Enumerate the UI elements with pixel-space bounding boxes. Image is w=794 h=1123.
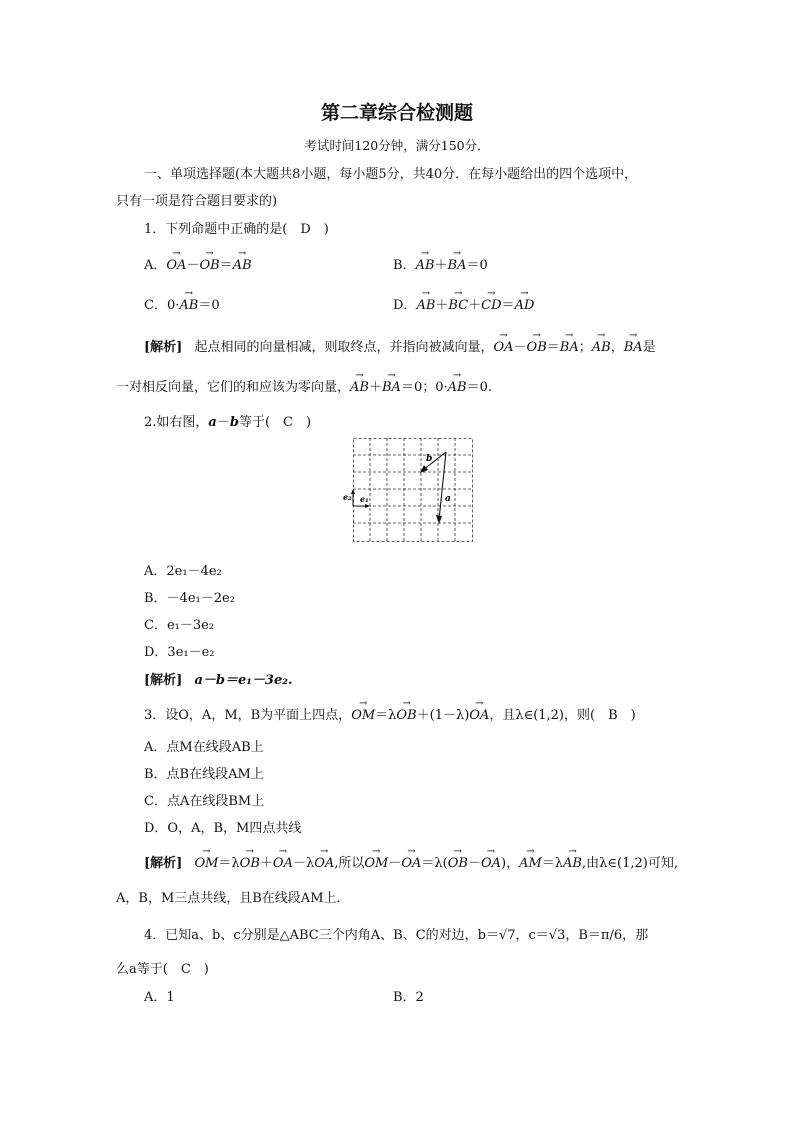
q1-analysis-text: 起点相同的向量相减，则取终点，并指向被减向量， — [194, 340, 494, 355]
q3-option-b: B．点B在线段AM上 — [144, 767, 264, 782]
grid — [353, 438, 473, 542]
analysis-label: [解析] — [144, 673, 183, 688]
label-a: a — [445, 494, 451, 504]
q3-option-d: D．O，A，B，M四点共线 — [144, 821, 302, 836]
q4-stem: 4．已知a、b、c分别是△ABC三个内角A、B、C的对边，b＝√7，c＝√3，B＝π/6，那 — [144, 928, 649, 943]
q3-stem: 3．设O，A，M，B为平面上四点，→ OM＝λ→ OB＋(1－λ)→ OA，且λ∈(1,2)，则( B ) — [144, 704, 636, 723]
q4-option-a: A．1 — [144, 990, 175, 1005]
q1-analysis-line2: 一对相反向量，它们的和应该为零向量，→ AB＋→ BA＝0；0·→ AB＝0. — [116, 376, 492, 395]
label-e1: e₁ — [360, 494, 369, 504]
q2-option-b: B．－4e₁－2e₂ — [144, 591, 235, 606]
q2-stem-prefix: 2.如右图， — [144, 415, 209, 430]
q1-option-c: C．0·→ AB＝0 — [144, 294, 220, 313]
analysis-label: [解析] — [144, 856, 183, 871]
section-heading-line2: 只有一项是符合题目要求的) — [116, 194, 278, 209]
q2-analysis-text: a－b＝e₁－3e₂. — [194, 673, 293, 688]
q3-analysis: [解析] → OM＝λ→ OB＋→ OA－λ→ OA,所以→ OM－→ OA＝λ(→ OB－→ OA)，→ AM＝λ→ AB,由λ∈(1,2)可知, — [144, 852, 678, 871]
q3-option-a: A．点M在线段AB上 — [144, 740, 264, 755]
q3-stem-suffix: ，且λ∈(1,2)，则( B ) — [489, 708, 636, 723]
page-title: 第二章综合检测题 — [320, 102, 473, 124]
q2-stem: 2.如右图，a－b等于( C ) — [144, 415, 312, 430]
vector-e2-arrowhead — [351, 489, 355, 494]
analysis-label: [解析] — [144, 340, 183, 355]
label-b: b — [426, 454, 433, 464]
q1-analysis-text2: 是 — [642, 340, 656, 355]
q1-stem: 1．下列命题中正确的是( D ) — [144, 222, 329, 237]
q2-vector-figure — [343, 438, 474, 543]
q4-stem-line2: 么a等于( C ) — [116, 962, 209, 977]
q1-option-a: A．→ OA－→ OB＝→ AB — [144, 254, 252, 273]
q1-analysis-text3: 一对相反向量，它们的和应该为零向量， — [116, 380, 351, 395]
q3-option-c: C．点A在线段BM上 — [144, 794, 265, 809]
q2-option-a: A．2e₁－4e₂ — [144, 564, 222, 579]
q2-option-c: C．e₁－3e₂ — [144, 618, 215, 633]
section-heading-line1: 一、单项选择题(本大题共8小题，每小题5分，共40分．在每小题给出的四个选项中， — [144, 167, 638, 182]
q3-stem-prefix: 3．设O，A，M，B为平面上四点， — [144, 708, 352, 723]
label-e2: e₂ — [343, 492, 352, 502]
exam-info: 考试时间120分钟，满分150分． — [304, 138, 490, 153]
q1-option-b: B．→ AB＋→ BA＝0 — [393, 254, 488, 273]
q2-option-d: D．3e₁－e₂ — [144, 645, 215, 660]
q2-stem-suffix: 等于( C ) — [238, 415, 312, 430]
vector-a — [439, 452, 446, 520]
q3-analysis-line2: A，B，M三点共线，且B在线段AM上． — [116, 891, 350, 906]
q1-option-d: D．→ AB＋→ BC＋→ CD＝→ AD — [393, 294, 534, 313]
vector-a-arrowhead — [436, 515, 442, 524]
q1-analysis: [解析] 起点相同的向量相减，则取终点，并指向被减向量，→ OA－→ OB＝→ BA；→ AB，→ BA是 — [144, 336, 656, 355]
q2-analysis — [144, 669, 292, 688]
q4-option-b: B．2 — [393, 990, 424, 1005]
vector-e1-arrowhead — [365, 504, 370, 508]
